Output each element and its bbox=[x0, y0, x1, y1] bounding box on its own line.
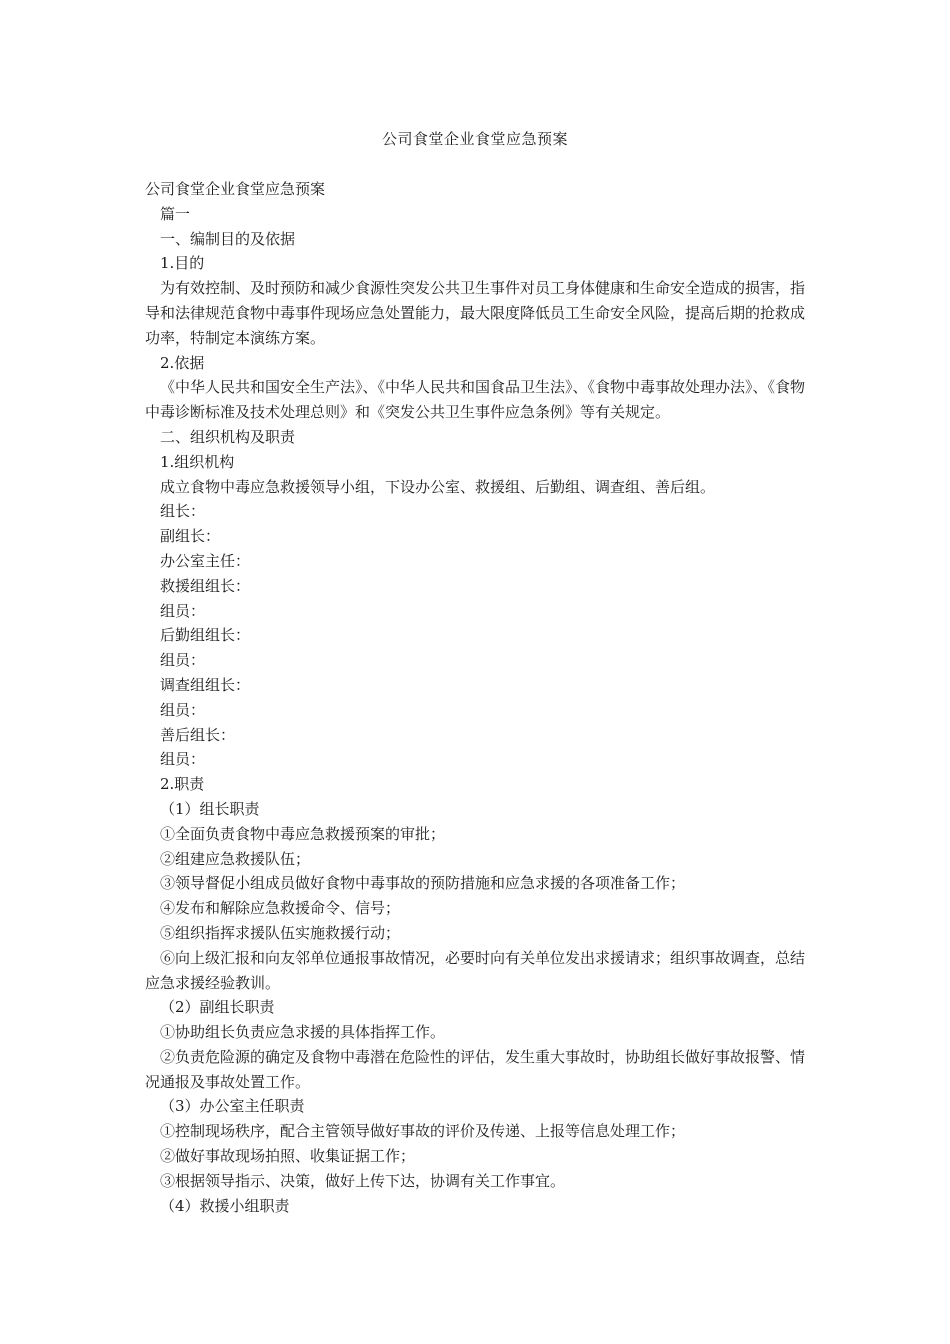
paragraph-line: ③领导督促小组成员做好食物中毒事故的预防措施和应急求援的各项准备工作； bbox=[160, 874, 686, 893]
paragraph-line: 后勤组组长： bbox=[160, 626, 251, 645]
paragraph-line: 组员： bbox=[160, 651, 206, 670]
paragraph-line: ②做好事故现场拍照、收集证据工作； bbox=[160, 1147, 416, 1166]
paragraph-line: 办公室主任： bbox=[160, 551, 251, 570]
paragraph-line: 一、编制目的及依据 bbox=[160, 229, 296, 248]
document-title: 公司食堂企业食堂应急预案 bbox=[381, 130, 568, 148]
paragraph-line: ⑥向上级汇报和向友邻单位通报事故情况，必要时向有关单位发出求援请求；组织事故调查，总结应急求援经验教训。 bbox=[145, 948, 806, 992]
paragraph-line: 为有效控制、及时预防和减少食源性突发公共卫生事件对员工身体健康和生命安全造成的损害，指导和法律规范食物中毒事件现场应急处置能力，最大限度降低员工生命安全风险，提高后期的抢救成功率，特制定本演练方案。 bbox=[145, 279, 806, 347]
paragraph-line: 调查组组长： bbox=[160, 675, 251, 694]
paragraph-line: ④发布和解除应急救援命令、信号； bbox=[160, 899, 401, 918]
paragraph-line: （3）办公室主任职责 bbox=[160, 1097, 305, 1116]
paragraph-line: 组员： bbox=[160, 750, 206, 769]
paragraph-line: ①控制现场秩序，配合主管领导做好事故的评价及传递、上报等信息处理工作； bbox=[160, 1122, 686, 1141]
paragraph-line: ⑤组织指挥求援队伍实施救援行动； bbox=[160, 923, 401, 942]
paragraph-line: 组员： bbox=[160, 601, 206, 620]
paragraph-line: 副组长： bbox=[160, 527, 221, 546]
paragraph-line: ②组建应急救援队伍； bbox=[160, 849, 311, 868]
paragraph-line: 1.组织机构 bbox=[160, 452, 235, 471]
paragraph-line: 组员： bbox=[160, 700, 206, 719]
paragraph-line: 1.目的 bbox=[160, 254, 205, 273]
paragraph-line: 2.职责 bbox=[160, 775, 205, 794]
paragraph-line: ①协助组长负责应急求援的具体指挥工作。 bbox=[160, 1023, 446, 1042]
paragraph-line: 《中华人民共和国安全生产法》、《中华人民共和国食品卫生法》、《食物中毒事故处理办法》、《食物中毒诊断标准及技术处理总则》和《突发公共卫生事件应急条例》等有关规定。 bbox=[145, 378, 806, 422]
paragraph-line: ②负责危险源的确定及食物中毒潜在危险性的评估，发生重大事故时，协助组长做好事故报警、情况通报及事故处置工作。 bbox=[145, 1047, 806, 1091]
paragraph-line: 2.依据 bbox=[160, 353, 205, 372]
paragraph-line: 二、组织机构及职责 bbox=[160, 427, 296, 446]
paragraph-line: （1）组长职责 bbox=[160, 799, 260, 818]
paragraph-line: 篇一 bbox=[160, 204, 191, 223]
paragraph-line: ③根据领导指示、决策，做好上传下达，协调有关工作事宜。 bbox=[160, 1171, 566, 1190]
paragraph-line: 组长： bbox=[160, 502, 206, 521]
paragraph-line: 成立食物中毒应急救援领导小组，下设办公室、救援组、后勤组、调查组、善后组。 bbox=[160, 477, 716, 496]
paragraph-line: 善后组长： bbox=[160, 725, 236, 744]
paragraph-line: （2）副组长职责 bbox=[160, 998, 275, 1017]
paragraph-line: （4）救援小组职责 bbox=[160, 1196, 290, 1215]
paragraph-line: 救援组组长： bbox=[160, 576, 251, 595]
document-body bbox=[145, 177, 810, 1218]
paragraph-line: 公司食堂企业食堂应急预案 bbox=[145, 180, 326, 198]
paragraph-line: ①全面负责食物中毒应急救援预案的审批； bbox=[160, 824, 446, 843]
